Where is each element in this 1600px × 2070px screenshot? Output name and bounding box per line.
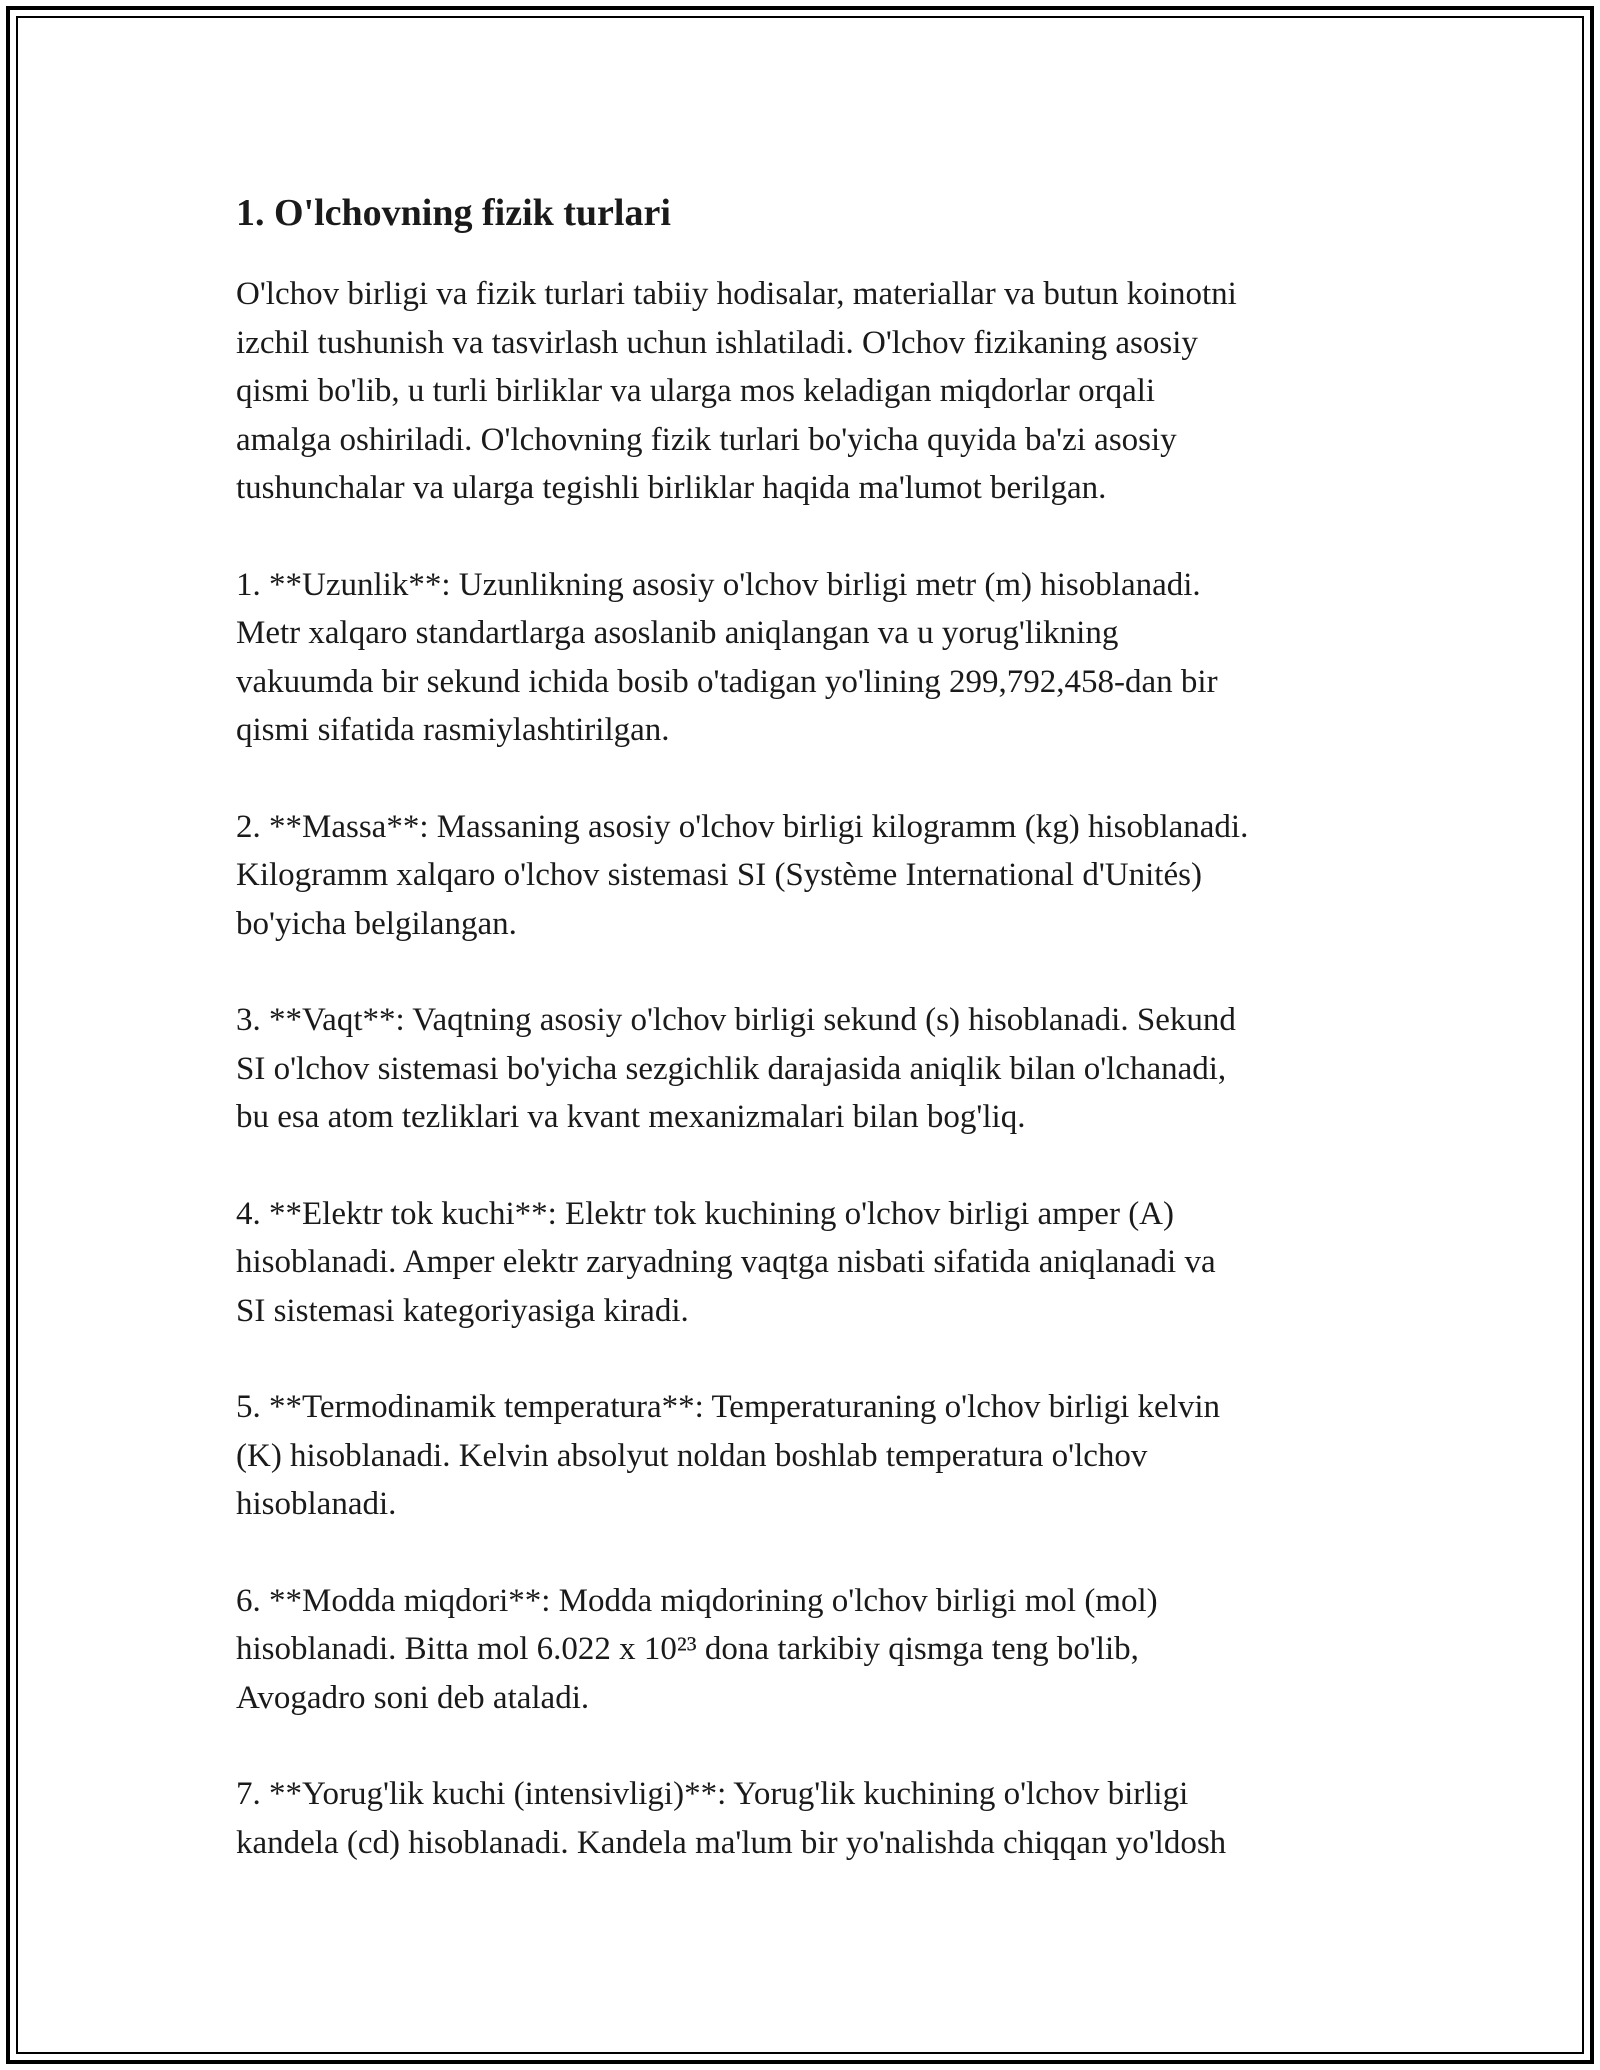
text-line: hisoblanadi. Bitta mol 6.022 x 10²³ dona tarkibiy qismga teng bo'lib, [236, 1631, 1139, 1667]
text-line: bo'yicha belgilangan. [236, 905, 517, 942]
text-line: 6. **Modda miqdori**: Modda miqdorining o'lchov birligi mol (mol) [236, 1582, 1158, 1619]
document-body [236, 186, 1376, 1915]
item-luminous-intensity-paragraph [236, 1770, 1376, 1867]
text-line: 7. **Yorug'lik kuchi (intensivligi)**: Yorug'lik kuchining o'lchov birligi [236, 1776, 1189, 1812]
item-mass-paragraph [236, 803, 1376, 949]
text-line: SI o'lchov sistemasi bo'yicha sezgichlik darajasida aniqlik bilan o'lchanadi, [236, 1050, 1227, 1087]
text-line: Kilogramm xalqaro o'lchov sistemasi SI (Système International d'Unités) [236, 857, 1202, 893]
text-line: O'lchov birligi va fizik turlari tabiiy hodisalar, materiallar va butun koinotni [236, 276, 1237, 312]
text-line: Metr xalqaro standartlarga asoslanib aniqlangan va u yorug'likning [236, 615, 1119, 651]
section-heading: 1. O'lchovning fizik turlari [236, 192, 671, 234]
text-line: (K) hisoblanadi. Kelvin absolyut noldan boshlab temperatura o'lchov [236, 1437, 1148, 1474]
text-line: SI sistemasi kategoriyasiga kiradi. [236, 1292, 689, 1329]
text-line: qismi sifatida rasmiylashtirilgan. [236, 712, 670, 748]
text-line: tushunchalar va ularga tegishli birliklar haqida ma'lumot berilgan. [236, 470, 1107, 506]
item-amount-paragraph [236, 1577, 1376, 1723]
item-length-paragraph [236, 561, 1376, 755]
text-line: izchil tushunish va tasvirlash uchun ishlatiladi. O'lchov fizikaning asosiy [236, 324, 1198, 361]
text-line: qismi bo'lib, u turli birliklar va ularga mos keladigan miqdorlar orqali [236, 373, 1156, 409]
item-time-paragraph [236, 996, 1376, 1142]
text-line: 4. **Elektr tok kuchi**: Elektr tok kuchining o'lchov birligi amper (A) [236, 1195, 1175, 1232]
text-line: Avogadro soni deb ataladi. [236, 1679, 590, 1716]
text-line: 1. **Uzunlik**: Uzunlikning asosiy o'lchov birligi metr (m) hisoblanadi. [236, 566, 1201, 603]
text-line: bu esa atom tezliklari va kvant mexanizmalari bilan bog'liq. [236, 1099, 1026, 1135]
text-line: amalga oshiriladi. O'lchovning fizik turlari bo'yicha quyida ba'zi asosiy [236, 421, 1177, 458]
text-line: kandela (cd) hisoblanadi. Kandela ma'lum bir yo'nalishda chiqqan yo'ldosh [236, 1824, 1227, 1861]
text-line: 3. **Vaqt**: Vaqtning asosiy o'lchov birligi sekund (s) hisoblanadi. Sekund [236, 1002, 1236, 1038]
text-line: hisoblanadi. Amper elektr zaryadning vaqtga nisbati sifatida aniqlanadi va [236, 1244, 1216, 1280]
text-line: 2. **Massa**: Massaning asosiy o'lchov birligi kilogramm (kg) hisoblanadi. [236, 808, 1249, 845]
text-line: vakuumda bir sekund ichida bosib o'tadigan yo'lining 299,792,458-dan bir [236, 663, 1218, 700]
item-temperature-paragraph [236, 1383, 1376, 1529]
item-current-paragraph [236, 1190, 1376, 1336]
intro-paragraph [236, 270, 1376, 513]
text-line: 5. **Termodinamik temperatura**: Temperaturaning o'lchov birligi kelvin [236, 1389, 1221, 1425]
text-line: hisoblanadi. [236, 1486, 397, 1522]
